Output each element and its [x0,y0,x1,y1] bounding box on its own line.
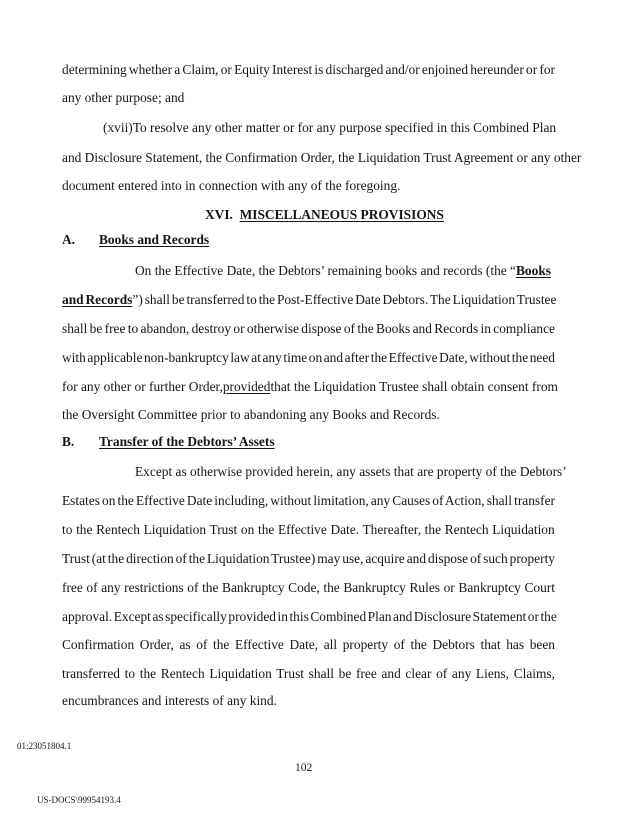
text-line: to the Rentech Liquidation Trust on the Effective Date. Thereafter, the Rentech Liquidation [62,522,555,537]
text-line: Estates on the Effective Date including, without limitation, any Causes of Action, shall transfer [62,493,555,508]
text-line: Trust (at the direction of the Liquidation Trustee) may use, acquire and dispose of such property [62,551,555,566]
article-number: XVI. [205,207,233,222]
text-line: Confirmation Order, as of the Effective Date, all property of the Debtors that has been [62,637,555,652]
text-line: free of any restrictions of the Bankruptcy Code, the Bankruptcy Rules or Bankruptcy Court [62,580,555,595]
text-line: transferred to the Rentech Liquidation Trust shall be free and clear of any Liens, Claims, [62,666,555,681]
page-number: 102 [295,762,313,774]
text-line: the Oversight Committee prior to abandoning any Books and Records. [62,407,440,422]
section-b-letter: B. [62,434,75,449]
article-title: MISCELLANEOUS PROVISIONS [239,207,444,222]
list-item-text: To resolve any other matter or for any purpose specified in this Combined Plan [132,120,557,135]
text-line: and Disclosure Statement, the Confirmation Order, the Liquidation Trust Agreement or any other [62,150,582,165]
defined-term: and Records [62,292,133,307]
document-id: 01:23051804.1 [17,741,72,751]
text-line: shall be free to abandon, destroy or otherwise dispose of the Books and Records in compliance [62,321,555,336]
defined-term: Books [516,263,551,278]
text-line: Except as otherwise provided herein, any assets that are property of the Debtors’ [135,464,567,479]
text-line: approval. Except as specifically provided in this Combined Plan and Disclosure Statement or the [62,609,557,624]
section-a-title: Books and Records [99,232,210,247]
section-b-title: Transfer of the Debtors’ Assets [99,434,275,449]
text-line: On the Effective Date, the Debtors’ remaining books and records (the “Books [135,263,551,278]
emphasis-term: provided [222,379,271,394]
list-item-number: (xvii) [103,120,133,135]
text-line: document entered into in connection with any of the foregoing. [62,178,401,193]
text-line-content: determining whether a Claim, or Equity Interest is discharged and/or enjoined hereunder or for [62,62,555,77]
list-item-xvii [103,120,555,136]
text-line [62,62,555,78]
text-line: encumbrances and interests of any kind. [62,693,277,708]
section-a-letter: A. [62,232,76,247]
text-line: with applicable non-bankruptcy law at any time on and after the Effective Date, without the need [62,350,555,365]
text-line: for any other or further Order, provided that the Liquidation Trustee shall obtain consent from [62,379,558,394]
document-id: US-DOCS\99954193.4 [37,795,121,805]
article-heading [205,207,444,223]
text-line: and Records”) shall be transferred to the Post-Effective Date Debtors. The Liquidation Trustee [62,292,557,307]
text-line: any other purpose; and [62,90,185,105]
